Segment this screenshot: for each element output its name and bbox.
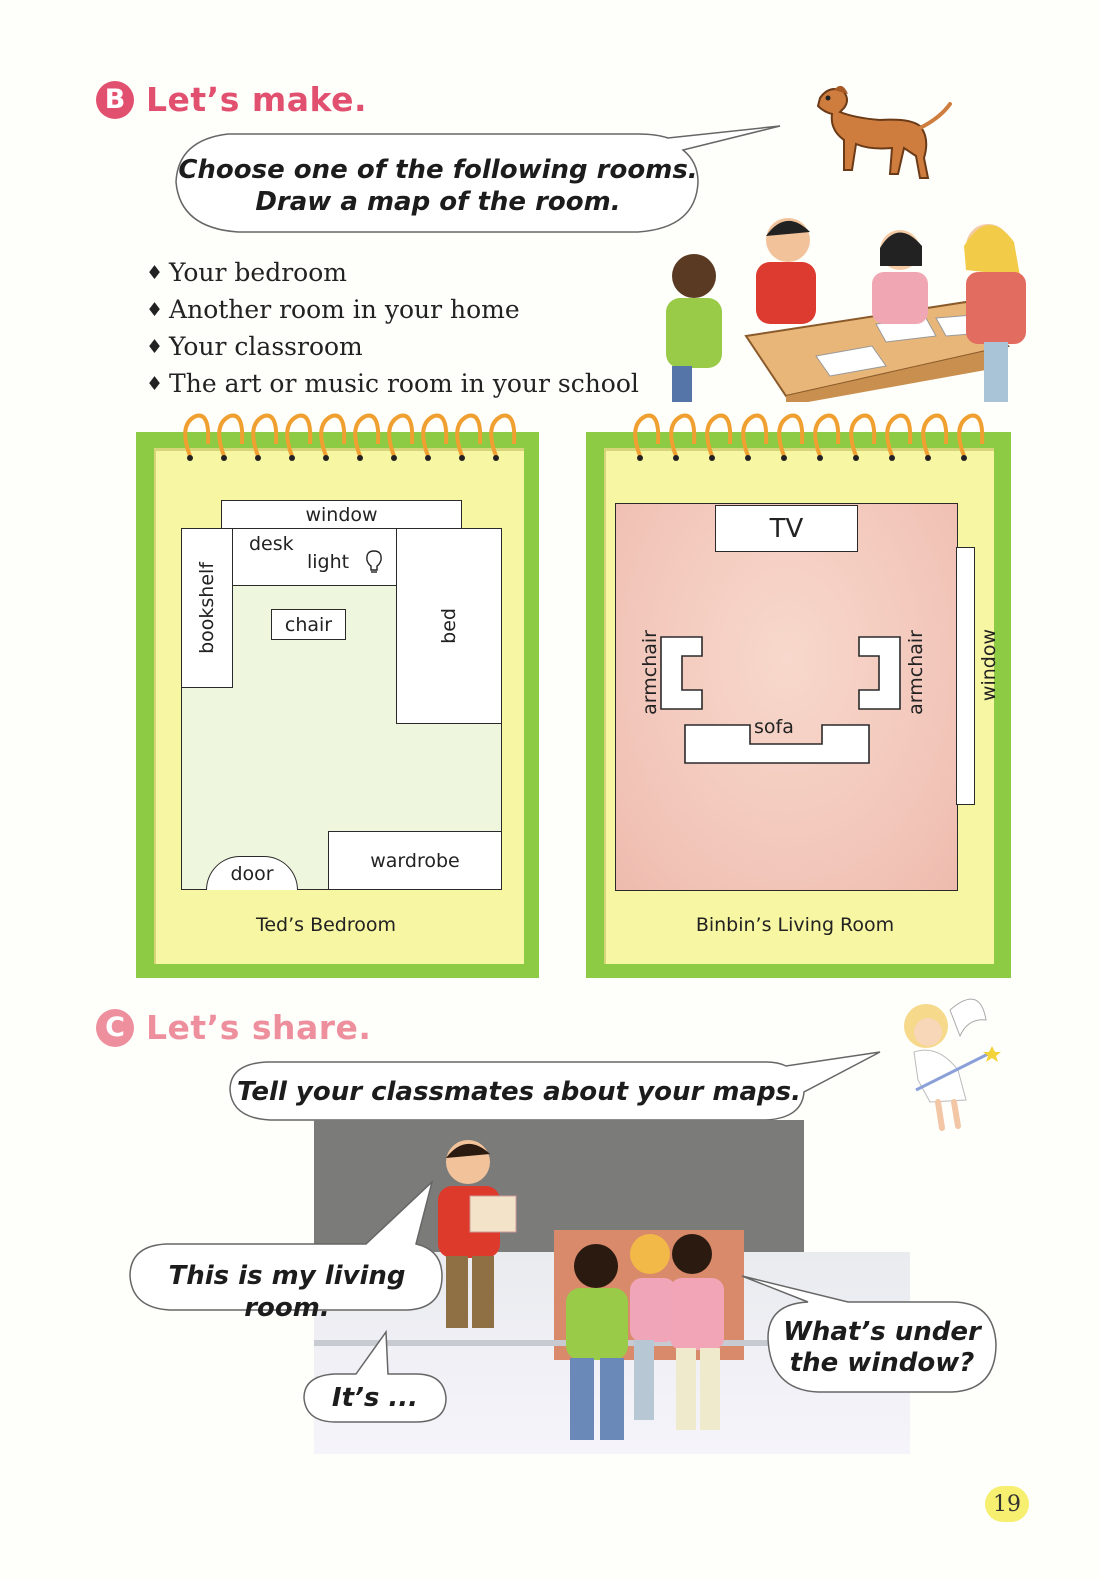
- room-options-list: [146, 254, 639, 402]
- room-option: ♦ Your bedroom: [146, 258, 347, 287]
- section-c-title: Let’s share.: [146, 1008, 372, 1047]
- speech-bubble-boy: [126, 1178, 456, 1323]
- bedroom-wardrobe: wardrobe: [328, 831, 502, 890]
- armchair-left-shape: [660, 636, 704, 710]
- dog-illustration: [800, 78, 960, 188]
- spiral-binding-left: [176, 404, 526, 464]
- students-illustration: [420, 1130, 750, 1450]
- armchair-left-label: armchair: [639, 629, 661, 715]
- section-b-title: Let’s make.: [146, 80, 367, 119]
- armchair-right-label: armchair: [905, 629, 927, 715]
- light-label: light: [307, 551, 350, 573]
- living-room-map-caption: Binbin’s Living Room: [695, 914, 895, 936]
- spiral-binding-right: [626, 404, 986, 464]
- section-c-heading: [96, 1008, 371, 1047]
- bedroom-bookshelf: bookshelf: [181, 528, 233, 688]
- page-number: 19: [985, 1486, 1029, 1522]
- bedroom-chair: chair: [271, 609, 346, 640]
- section-b-badge: B: [96, 81, 134, 119]
- armchair-right-shape: [857, 636, 901, 710]
- speech-bubble-answer: [300, 1328, 452, 1428]
- room-option: ♦ Your classroom: [146, 332, 363, 361]
- living-room-tv: TV: [715, 505, 858, 552]
- speech-girl-line-1: What’s under: [783, 1317, 981, 1347]
- bedroom-desk: [232, 528, 397, 586]
- speech-boy-text: This is my living room.: [168, 1261, 406, 1323]
- instruction-line-2: Draw a map of the room.: [255, 187, 621, 217]
- room-option: ♦ The art or music room in your school: [146, 369, 639, 398]
- section-c-badge: C: [96, 1009, 134, 1047]
- instruction-bubble-c: [226, 1048, 886, 1126]
- desk-label: desk: [249, 533, 294, 555]
- bedroom-bed: bed: [396, 528, 502, 724]
- speech-girl-line-2: the window?: [789, 1348, 975, 1378]
- bedroom-window: window: [221, 500, 462, 529]
- angel-illustration: [888, 990, 1008, 1134]
- sofa-label: sofa: [754, 716, 794, 738]
- speech-bubble-girl: [738, 1272, 1002, 1398]
- living-room-window: [956, 547, 975, 805]
- bedroom-door: door: [206, 856, 298, 890]
- speech-answer-text: It’s ...: [331, 1383, 419, 1413]
- light-bulb-icon: [365, 549, 383, 575]
- bedroom-map-caption: Ted’s Bedroom: [255, 914, 397, 936]
- children-drawing-illustration: [636, 206, 1036, 402]
- living-room-window-label: window: [978, 628, 1000, 702]
- instruction-line-1: Choose one of the following rooms.: [178, 155, 698, 185]
- room-option: ♦ Another room in your home: [146, 295, 520, 324]
- share-instruction-text: Tell your classmates about your maps.: [237, 1077, 801, 1107]
